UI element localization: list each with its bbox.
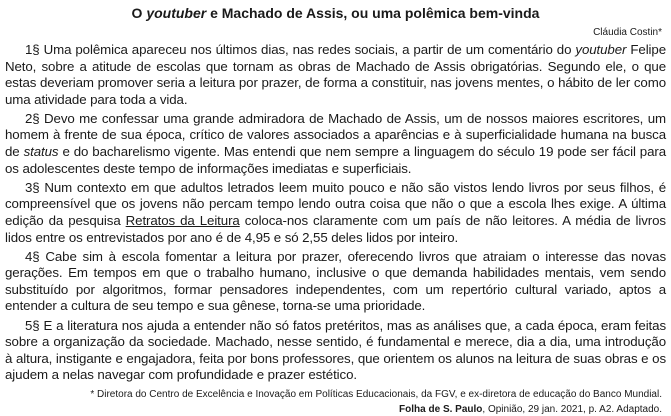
- paragraph-1: 1§ Uma polêmica apareceu nos últimos dias, nas redes sociais, a partir de um comentário do youtuber Felipe Neto, sobre a atitude de escolas que tornam as obras de Machado de Assis obrigatórias. Segundo ele, o que estas deveriam promover seria a leitura por prazer, de forma a constituir, nas jovens mentes, o hábito de ler como uma atividade para toda a vida.: [5, 42, 666, 107]
- title-prefix: O: [131, 5, 147, 21]
- source-citation: [5, 403, 662, 416]
- survey-title: Retratos da Leitura: [125, 212, 240, 228]
- footnote: * Diretora do Centro de Excelência e Inovação em Políticas Educacionais, da FGV, e ex-diretora de educação do Banco Mundial.: [90, 388, 662, 400]
- title-text: e Machado de Assis, ou uma polêmica bem-vinda: [206, 5, 540, 21]
- paragraph-4: 4§ Cabe sim à escola fomentar a leitura por prazer, oferecendo livros que atraiam o interesse das novas gerações. Em tempos em que o trabalho humano, inclusive o que demanda habilidades mentais, vem sendo substituído por algoritmos, formar pensadores independentes, com um repertório cultural variado, aptos a entender a cultura de seu tempo e sua gênese, torna-se uma prioridade.: [5, 248, 666, 314]
- source-publication: Folha de S. Paulo: [399, 403, 483, 415]
- title-italic: youtuber: [146, 5, 207, 21]
- article-title: [5, 4, 666, 22]
- paragraph-3: 3§ Num contexto em que adultos letrados leem muito pouco e não são vistos lendo livros por seus filhos, é compreensível que os jovens não percam tempo lendo outra coisa que não o que a escola lhes exige. A última edição da pesquisa Retratos da Leitura coloca-nos claramente com um país de não leitores. A média de livros lidos entre os entrevistados por ano é de 4,95 e só 2,55 deles lidos por inteiro.: [5, 179, 666, 245]
- author-byline: Cláudia Costin*: [593, 27, 662, 38]
- paragraph-2: 2§ Devo me confessar uma grande admiradora de Machado de Assis, um de nossos maiores escritores, um homem à frente de sua época, crítico de valores associados a aparências e à superficialidade humana na busca de status e do bacharelismo vigente. Mas entendi que nem sempre a linguagem do século 19 pode ser fácil para os adolescentes deste tempo de informações imediatas e superficiais.: [5, 110, 666, 176]
- paragraph-5: 5§ E a literatura nos ajuda a entender não só fatos pretéritos, mas as análises que, a cada época, eram feitas sobre a organização da sociedade. Machado, nesse sentido, é fundamental e merece, dia a dia, uma introdução à altura, instigante e engajadora, feita por bons professores, que orientem os alunos na leitura de suas obras e os ajudem a nelas navegar com profundidade e prazer estético.: [5, 317, 666, 383]
- source-details: , Opinião, 29 jan. 2021, p. A2. Adaptado.: [482, 403, 662, 415]
